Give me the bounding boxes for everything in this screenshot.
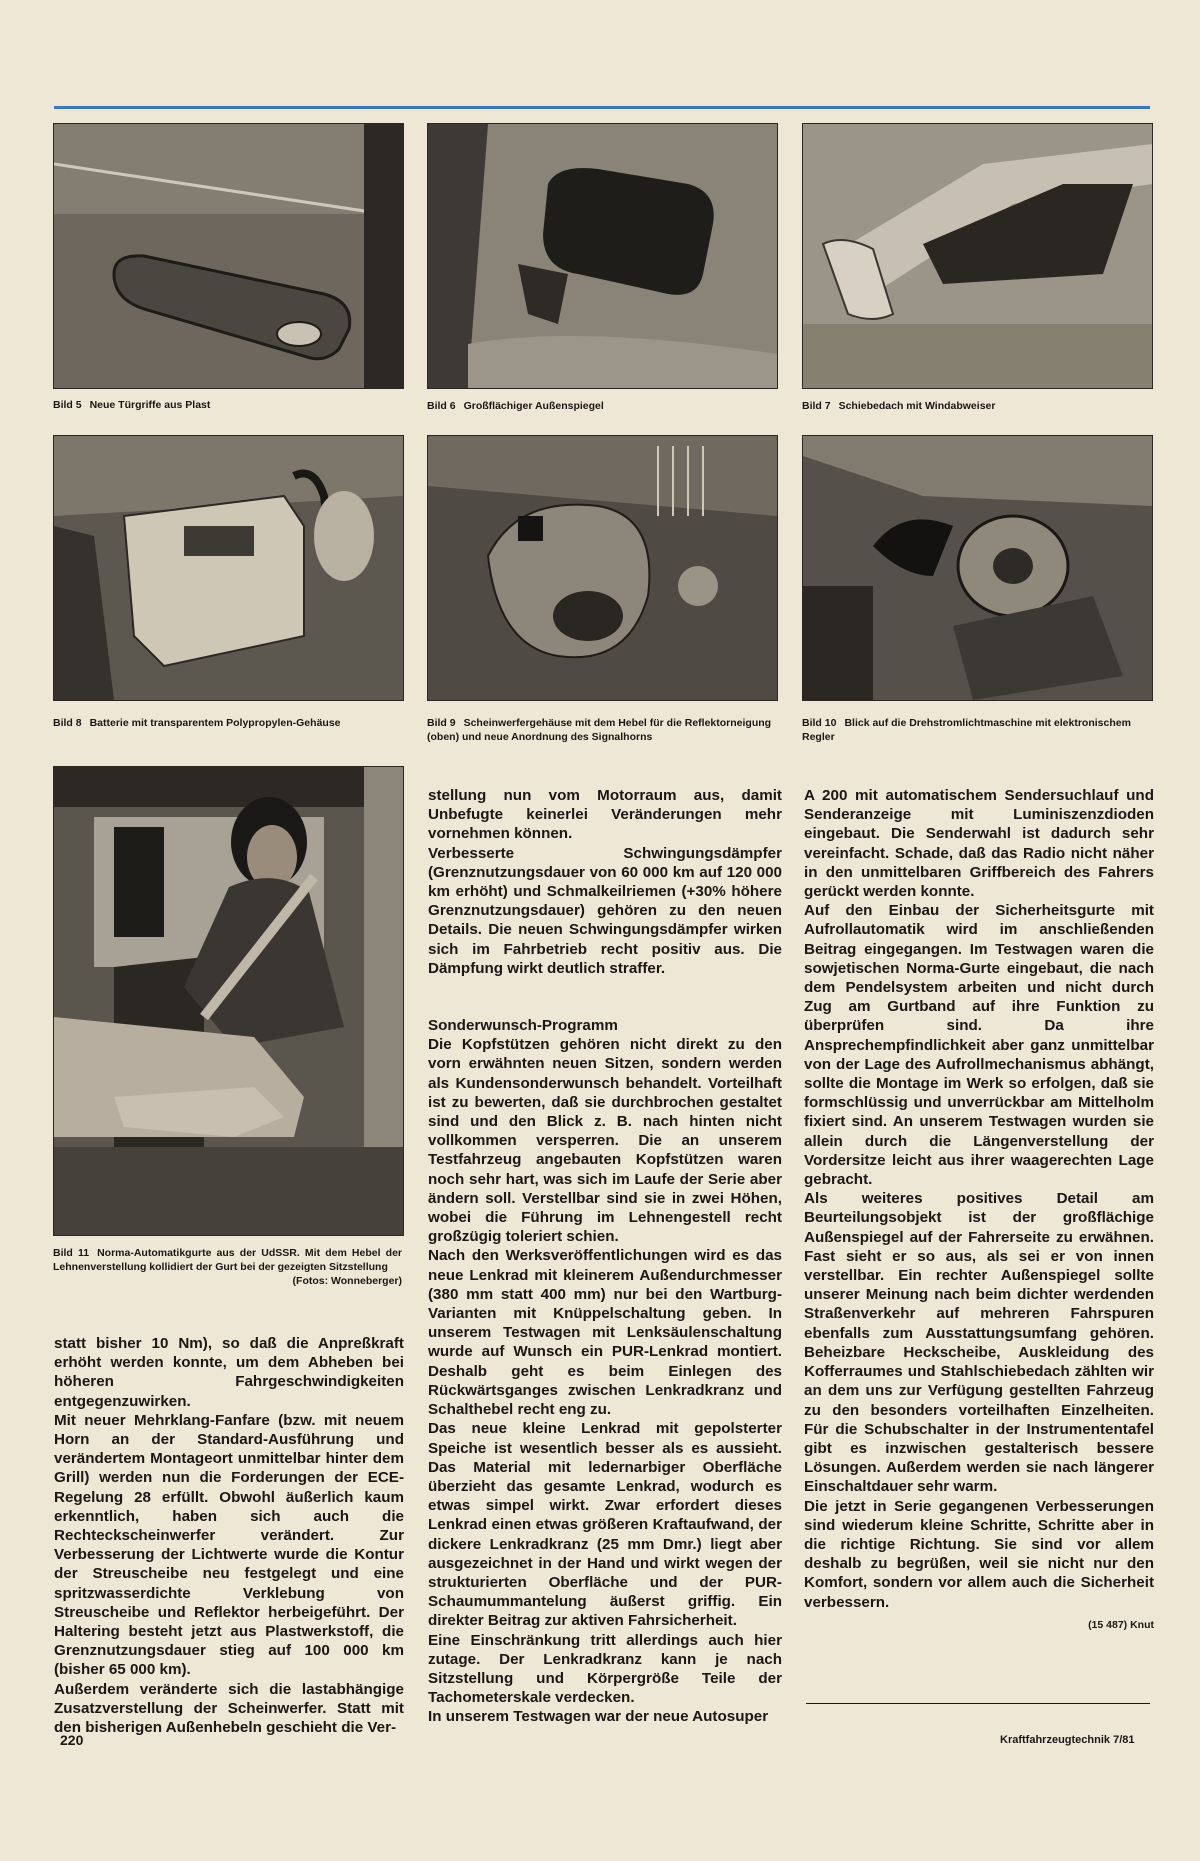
- text-column-2: [428, 786, 782, 1727]
- photo-credit: (Fotos: Wonneberger): [292, 1275, 402, 1287]
- caption-text: Neue Türgriffe aus Plast: [89, 399, 211, 411]
- photo-mirror: [427, 123, 778, 389]
- paragraph: A 200 mit automatischem Sendersuchlauf und Senderanzeige mit Luminiszenzdioden eingebaut. Die Senderwahl ist dadurch sehr vereinfacht. Schade, daß das Radio nicht näher in den unmittelbaren Griffbereich des Fahrers gerückt werden konnte.: [804, 787, 1154, 901]
- caption-bild6: [427, 399, 776, 413]
- alternator-image: [803, 436, 1152, 700]
- caption-label: Bild 7: [802, 400, 831, 412]
- caption-label: Bild 5: [53, 399, 82, 411]
- battery-image: [54, 436, 403, 700]
- photo-door-handle: [53, 123, 404, 389]
- section-heading: Sonderwunsch-Programm: [428, 1017, 618, 1035]
- photo-seatbelt: [53, 766, 404, 1236]
- mirror-image: [428, 124, 777, 388]
- page-number: 220: [60, 1732, 84, 1748]
- top-rule: [54, 106, 1150, 109]
- section-gap: [428, 978, 782, 1016]
- paragraph: Die Kopfstützen gehören nicht direkt zu den vorn erwähnten neuen Sitzen, sondern werden als Kundensonderwunsch behandelt. Vorteilhaft ist zu bewerten, daß sie durchbrochen gestaltet sind und den Blick z. B. nach hinten nicht vollkommen versperren. Die an unserem Testfahrzeug angebauten Kopfstützen waren noch sehr hart, was sich im Laufe der Serie aber ändern soll. Verstellbar sind sie in zwei Höhen, wobei die Führung im Lehnengestell recht großzügig toleriert schien.: [428, 1036, 782, 1246]
- journal-name: Kraftfahrzeugtechnik 7/81: [1000, 1734, 1135, 1746]
- paragraph: In unserem Testwagen war der neue Autosuper: [428, 1708, 769, 1726]
- caption-bild10: [802, 716, 1151, 744]
- caption-text: Großflächiger Außenspiegel: [463, 400, 604, 412]
- paragraph: statt bisher 10 Nm), so daß die Anpreßkraft erhöht werden konnte, um dem Abheben bei höheren Fahrgeschwindigkeiten entgegenzuwirken.: [54, 1335, 404, 1410]
- caption-label: Bild 10: [802, 717, 837, 729]
- photo-sunroof: [802, 123, 1153, 389]
- caption-text: Blick auf die Drehstromlichtmaschine mit elektronischem Regler: [802, 717, 1131, 743]
- photo-headlight-housing: [427, 435, 778, 701]
- caption-text: Scheinwerfergehäuse mit dem Hebel für die Reflektorneigung (oben) und neue Anordnung des Signalhorns: [427, 717, 772, 743]
- end-rule: [806, 1703, 1150, 1704]
- text-column-1: [54, 1334, 404, 1737]
- caption-label: Bild 6: [427, 400, 456, 412]
- caption-label: Bild 8: [53, 717, 82, 729]
- caption-bild8: [53, 716, 402, 730]
- photo-alternator: [802, 435, 1153, 701]
- caption-label: Bild 9: [427, 717, 456, 729]
- caption-label: Bild 11: [53, 1247, 90, 1259]
- sunroof-image: [803, 124, 1152, 388]
- paragraph: Als weiteres positives Detail am Beurteilungsobjekt ist der großflächige Außenspiegel auf der Fahrerseite zu erwähnen. Fast sieht er so aus, als sei er von innen verstellbar. Ein rechter Außenspiegel sollte unserer Meinung nach beim dichter werdenden Straßenverkehr auf mehreren Fahrspuren ebenfalls zum Ausstattungsumfang gehören. Beheizbare Heckscheibe, Auskleidung des Kofferraumes und Stahlschiebedach zählten wir an dem uns zur Verfügung gestellten Fahrzeug zu den besonders vorteilhaften Einzelheiten. Für die Schubschalter in der Instrumententafel gibt es inzwischen gestalterisch bessere Lösungen. Außerdem werden sie nach längerer Einschaltdauer sehr warm.: [804, 1190, 1154, 1496]
- paragraph: Die jetzt in Serie gegangenen Verbesserungen sind wiederum kleine Schritte, Schritte aber in die richtige Richtung. Sie sind vor allem deshalb zu begrüßen, weil sie nicht nur den Komfort, sondern vor allem auch die Sicherheit verbessern.: [804, 1497, 1154, 1611]
- paragraph: Eine Einschränkung tritt allerdings auch hier zutage. Der Lenkradkranz kann je nach Sitzstellung und Körpergröße Teile der Tachometerskale verdecken.: [428, 1631, 782, 1707]
- caption-bild9: [427, 716, 776, 744]
- caption-text: Batterie mit transparentem Polypropylen-Gehäuse: [89, 717, 341, 729]
- text-column-3: [804, 786, 1154, 1635]
- photo-battery: [53, 435, 404, 701]
- paragraph: Mit neuer Mehrklang-Fanfare (bzw. mit neuem Horn an der Standard-Ausführung und verändertem Montageort unmittelbar hinter dem Grill) werden nun die Forderungen der ECE-Regelung 28 erfüllt. Obwohl äußerlich kaum erkenntlich, haben sich auch die Rechteckscheinwerfer verändert. Zur Verbesserung der Lichtwerte wurde die Kontur der Streuscheibe neu festgelegt und eine spritzwasserdichte Verklebung von Streuscheibe und Reflektor herbeigeführt. Der Haltering besteht jetzt aus Plastwerkstoff, die Grenznutzungsdauer stieg auf 100 000 km (bisher 65 000 km).: [54, 1411, 404, 1679]
- caption-bild11: [53, 1246, 402, 1288]
- paragraph: Das neue kleine Lenkrad mit gepolsterter Speiche ist wesentlich besser als es aussieht. Das Material mit ledernarbiger Oberfläche überzieht das gesamte Lenkrad, wodurch es etwas simpel wirkt. Zwar erfordert dieses Lenkrad einen etwas größeren Kraftaufwand, der dickere Lenkradkranz (25 mm Dmr.) liegt aber ausgezeichnet in der Hand und wirkt wegen der strukturierten Oberfläche und der PUR-Schaumummantelung äußerst griffig. Ein direkter Beitrag zur aktiven Fahrsicherheit.: [428, 1420, 782, 1630]
- caption-bild7: [802, 399, 1151, 413]
- paragraph: Außerdem veränderte sich die lastabhängige Zusatzverstellung der Scheinwerfer. Statt mit den bisherigen Außenhebeln geschieht die Ver-: [54, 1680, 404, 1737]
- paragraph: stellung nun vom Motorraum aus, damit Unbefugte keinerlei Veränderungen mehr vornehmen können.: [428, 787, 782, 843]
- seatbelt-image: [54, 767, 403, 1235]
- headlight-housing-image: [428, 436, 777, 700]
- author-signature: (15 487) Knut: [1088, 1618, 1154, 1631]
- caption-text: Schiebedach mit Windabweiser: [838, 400, 996, 412]
- paragraph: Auf den Einbau der Sicherheitsgurte mit Aufrollautomatik wird im anschließenden Beitrag eingegangen. Im Testwagen waren die sowjetischen Norma-Gurte eingebaut, die nach dem Pendelsystem arbeiten und nicht durch Zug am Gurtband auf ihre Funktion zu überprüfen sind. Da ihre Ansprechempfindlichkeit aber ganz unmittelbar von der Lage des Aufrollmechanismus abhängt, sollte die Montage im Werk so erfolgen, daß sie formschlüssig und unverrückbar am Mittelholm fixiert sind. An unserem Testwagen wurden sie allein durch die Längenverstellung der Vordersitze leicht aus ihrer waagerechten Lage gebracht.: [804, 902, 1154, 1189]
- caption-text: Norma-Automatikgurte aus der UdSSR. Mit dem Hebel der Lehnenverstellung kollidiert der Gurt bei der gezeigten Sitzstellung: [53, 1247, 402, 1273]
- paragraph: Nach den Werksveröffentlichungen wird es das neue Lenkrad mit kleinerem Außendurchmesser (380 mm statt 400 mm) nur bei den Wartburg-Varianten mit Knüppelschaltung geben. In unserem Testwagen mit Lenksäulenschaltung wurde auf Wunsch ein PUR-Lenkrad montiert. Deshalb geht es beim Einlegen des Rückwärtsganges zwischen Lenkradkranz und Schalthebel recht eng zu.: [428, 1247, 782, 1419]
- caption-bild5: [53, 398, 402, 412]
- door-handle-image: [54, 124, 403, 388]
- paragraph: Verbesserte Schwingungsdämpfer (Grenznutzungsdauer von 60 000 km auf 120 000 km erhöht) und Schmalkeilriemen (+30% höhere Grenznutzungsdauer) gehören zu den neuen Details. Die neuen Schwingungsdämpfer wirken sich im Fahrbetrieb recht positiv aus. Die Dämpfung wirkt deutlich straffer.: [428, 844, 782, 977]
